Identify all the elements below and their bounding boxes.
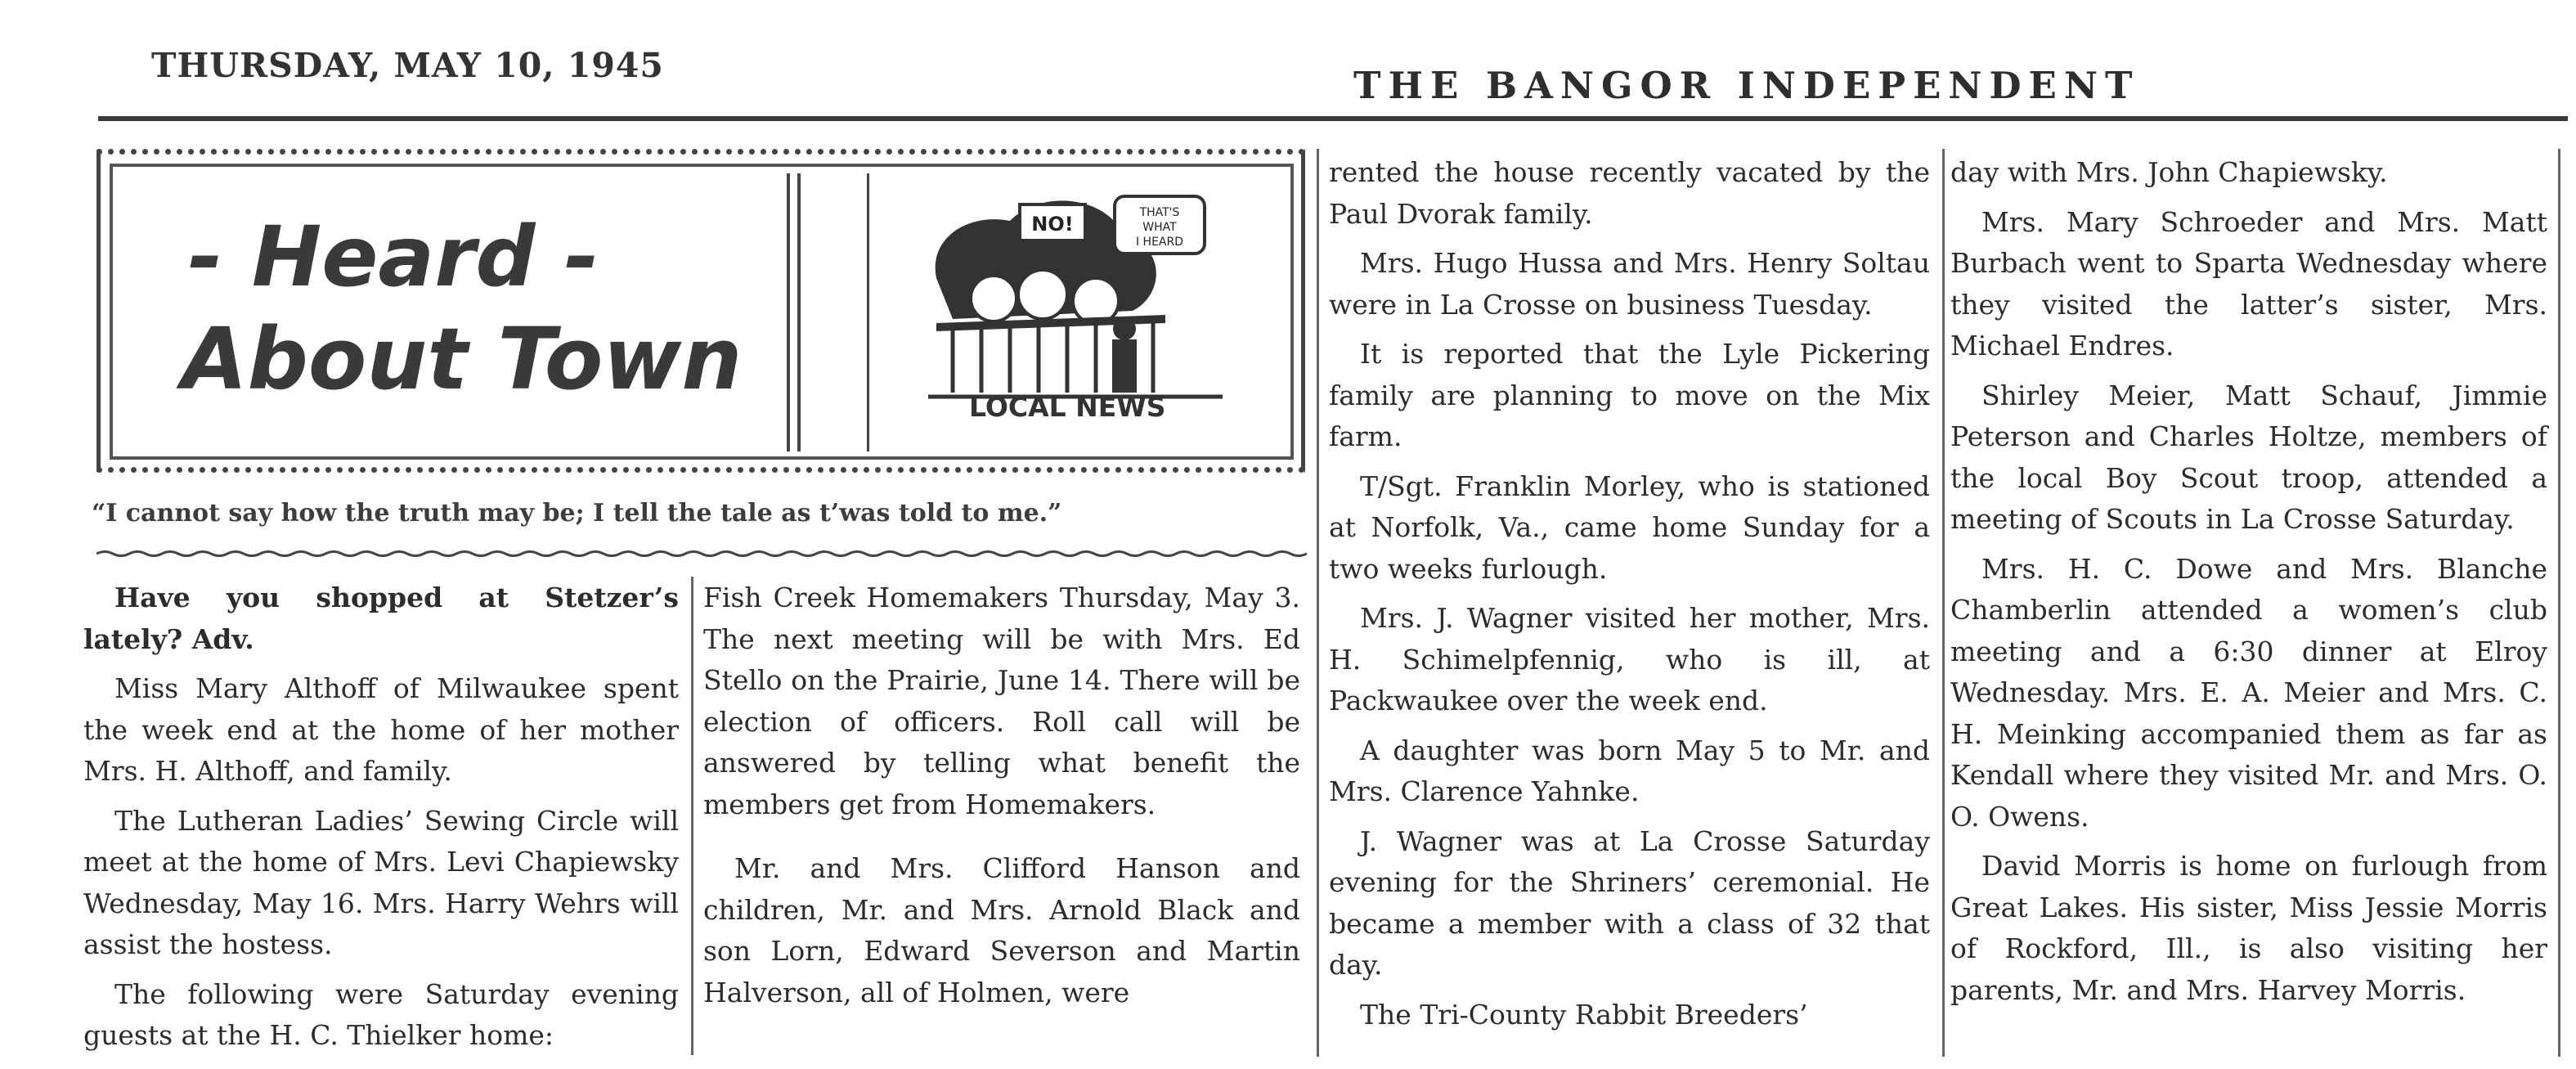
banner-title-line2: About Town bbox=[182, 309, 743, 409]
column-rule bbox=[1317, 149, 1319, 1057]
news-item: A daughter was born May 5 to Mr. and Mrs. Clarence Yahnke. bbox=[1329, 734, 1930, 807]
banner-divider bbox=[787, 173, 790, 451]
news-item: The following were Saturday evening guests at the H. C. Thielker home: bbox=[83, 977, 679, 1051]
banner-divider bbox=[797, 173, 801, 451]
news-item: Shirley Meier, Matt Schauf, Jimmie Peterson and Charles Holtze, members of the local Boy Scout troop, attended a meeting of Scouts in La Crosse Saturday. bbox=[1950, 379, 2547, 535]
news-column-1 bbox=[83, 577, 679, 1057]
column-motto: “I cannot say how the truth may be; I tell the tale as t’was told to me.” bbox=[92, 499, 1062, 528]
banner-divider bbox=[867, 173, 869, 451]
news-item: Mr. and Mrs. Clifford Hanson and children, Mr. and Mrs. Arnold Black and son Lorn, Edward Severson and Martin Halverson, all of Holmen, were bbox=[703, 852, 1300, 1008]
news-column-2 bbox=[703, 577, 1300, 1013]
svg-text:WHAT: WHAT bbox=[1142, 221, 1177, 234]
news-item: Fish Creek Homemakers Thursday, May 3. The next meeting will be with Mrs. Ed Stello on the Prairie, June 14. There will be election of officers. Roll call will be answered by telling what benefit the members get from Homemakers. bbox=[703, 582, 1300, 820]
news-item: The Lutheran Ladies’ Sewing Circle will meet at the home of Mrs. Levi Chapiewsky Wednesday, May 16. Mrs. Harry Wehrs will assist the hostess. bbox=[83, 804, 679, 960]
svg-text:I HEARD: I HEARD bbox=[1135, 236, 1184, 249]
news-item: rented the house recently vacated by the Paul Dvorak family. bbox=[1329, 156, 1930, 230]
news-item: The Tri-County Rabbit Breeders’ bbox=[1360, 998, 1808, 1031]
column-rule bbox=[691, 577, 693, 1055]
news-item: day with Mrs. John Chapiewsky. bbox=[1950, 156, 2388, 188]
news-item: Mrs. Mary Schroeder and Mrs. Matt Burbach went to Sparta Wednesday where they visited the latter’s sister, Mrs. Michael Endres. bbox=[1950, 205, 2547, 362]
column-rule bbox=[1942, 149, 1945, 1057]
news-item: Have you shopped at Stetzer’s lately? Adv. bbox=[83, 582, 679, 655]
motto-underline bbox=[96, 550, 1307, 558]
news-column-3 bbox=[1329, 152, 1930, 1035]
news-column-4 bbox=[1950, 152, 2547, 1011]
news-item: Mrs. Hugo Hussa and Mrs. Henry Soltau were in La Crosse on business Tuesday. bbox=[1329, 247, 1930, 321]
banner-title-line1: - Heard - bbox=[188, 209, 599, 306]
svg-text:THAT'S: THAT'S bbox=[1139, 206, 1180, 219]
speech-no: NO! bbox=[1031, 213, 1074, 236]
local-news-label: LOCAL NEWS bbox=[969, 391, 1166, 423]
masthead-rule bbox=[98, 116, 2568, 121]
news-item: J. Wagner was at La Crosse Saturday evening for the Shriners’ ceremonial. He became a member with a class of 32 that day. bbox=[1329, 824, 1930, 981]
newspaper-name: THE BANGOR INDEPENDENT bbox=[1353, 64, 2140, 107]
issue-date: THURSDAY, MAY 10, 1945 bbox=[151, 46, 664, 85]
news-item: David Morris is home on furlough from Great Lakes. His sister, Miss Jessie Morris of Rockford, Ill., is also visiting her parents, Mr. and Mrs. Harvey Morris. bbox=[1950, 850, 2547, 1006]
news-item: Miss Mary Althoff of Milwaukee spent the week end at the home of her mother Mrs. H. Althoff, and family. bbox=[83, 672, 679, 787]
news-item: It is reported that the Lyle Pickering family are planning to move on the Mix farm. bbox=[1329, 338, 1930, 452]
news-item: Mrs. H. C. Dowe and Mrs. Blanche Chamberlin attended a women’s club meeting and a 6:30 dinner at Elroy Wednesday. Mrs. E. A. Meier and Mrs. C. H. Meinking accompanied them as far as Kendall where they visited Mr. and Mrs. O. O. Owens. bbox=[1950, 552, 2547, 833]
column-rule bbox=[2558, 149, 2560, 1057]
news-item: T/Sgt. Franklin Morley, who is stationed at Norfolk, Va., came home Sunday for a two weeks furlough. bbox=[1329, 469, 1930, 585]
news-item: Mrs. J. Wagner visited her mother, Mrs. H. Schimelpfennig, who is ill, at Packwaukee over the week end. bbox=[1329, 602, 1930, 716]
